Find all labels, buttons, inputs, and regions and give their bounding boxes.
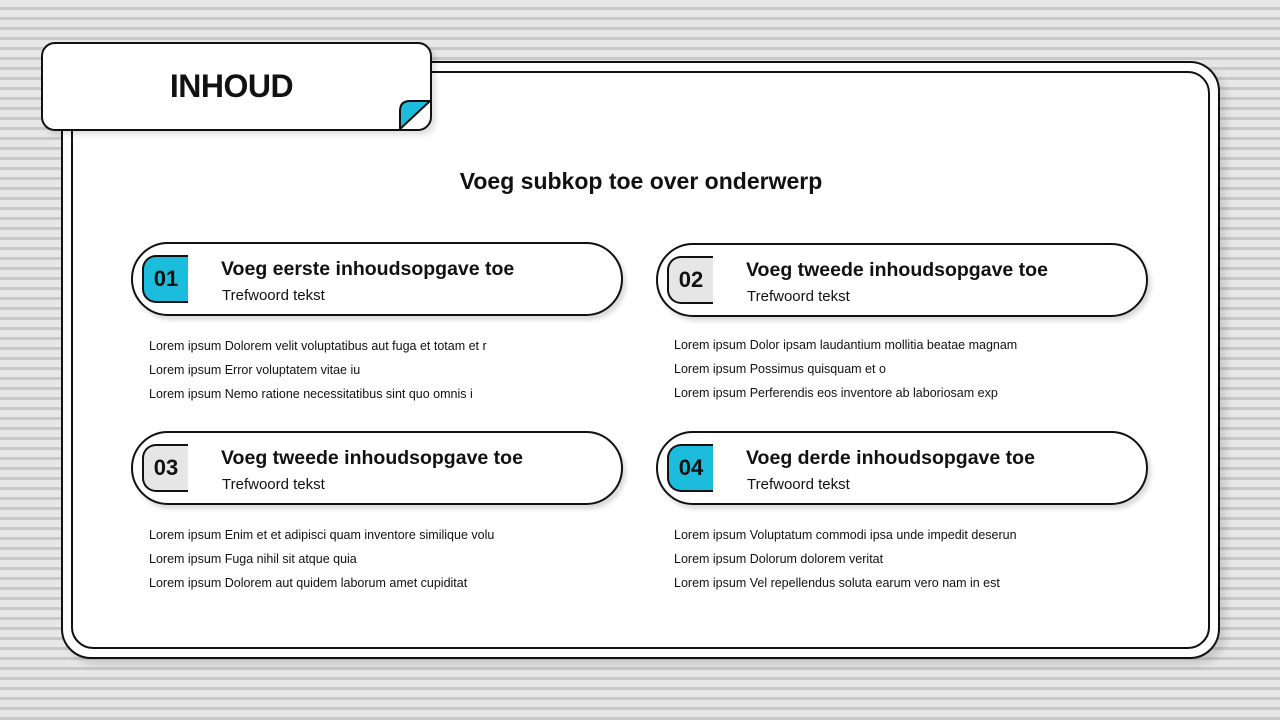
toc-keyword: Trefwoord tekst: [222, 287, 325, 304]
toc-keyword: Trefwoord tekst: [747, 288, 850, 305]
body-line: Lorem ipsum Perferendis eos inventore ab laboriosam exp: [674, 386, 998, 400]
number-badge: 02: [667, 256, 713, 304]
body-line: Lorem ipsum Nemo ratione necessitatibus sint quo omnis i: [149, 387, 473, 401]
toc-title: Voeg tweede inhoudsopgave toe: [221, 447, 523, 469]
toc-item-1: [131, 242, 623, 406]
toc-title: Voeg tweede inhoudsopgave toe: [746, 259, 1048, 281]
toc-title: Voeg derde inhoudsopgave toe: [746, 447, 1035, 469]
body-line: Lorem ipsum Vel repellendus soluta earum vero nam in est: [674, 576, 1000, 590]
folded-corner-icon: [398, 97, 432, 131]
toc-pill: [656, 431, 1148, 505]
body-line: Lorem ipsum Error voluptatem vitae iu: [149, 363, 361, 377]
body-line: Lorem ipsum Dolorum dolorem veritat: [674, 552, 884, 566]
body-line: Lorem ipsum Enim et et adipisci quam inventore similique volu: [149, 528, 495, 542]
subtitle: Voeg subkop toe over onderwerp: [459, 168, 823, 194]
toc-pill: [131, 242, 623, 316]
body-line: Lorem ipsum Possimus quisquam et o: [674, 362, 886, 376]
toc-keyword: Trefwoord tekst: [747, 476, 850, 493]
page-title: INHOUD: [169, 68, 294, 104]
toc-item-4: [656, 431, 1148, 595]
title-tab: [41, 42, 432, 131]
body-line: Lorem ipsum Dolor ipsam laudantium mollitia beatae magnam: [674, 338, 1018, 352]
number-badge: 01: [142, 255, 188, 303]
toc-item-2: [656, 243, 1148, 405]
toc-keyword: Trefwoord tekst: [222, 476, 325, 493]
body-line: Lorem ipsum Dolorem velit voluptatibus aut fuga et totam et r: [149, 339, 487, 353]
number-badge: 03: [142, 444, 188, 492]
toc-pill: [131, 431, 623, 505]
number-badge: 04: [667, 444, 713, 492]
toc-title: Voeg eerste inhoudsopgave toe: [221, 258, 515, 280]
body-line: Lorem ipsum Fuga nihil sit atque quia: [149, 552, 357, 566]
body-line: Lorem ipsum Dolorem aut quidem laborum amet cupiditat: [149, 576, 468, 590]
toc-item-3: [131, 431, 623, 595]
body-line: Lorem ipsum Voluptatum commodi ipsa unde impedit deserun: [674, 528, 1017, 542]
toc-pill: [656, 243, 1148, 317]
